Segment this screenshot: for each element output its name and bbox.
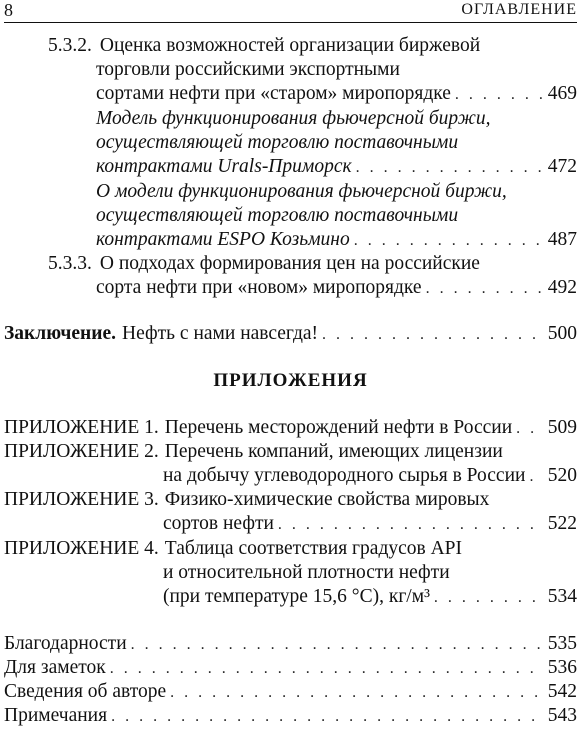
toc-appendix-4-first-line[interactable] bbox=[4, 537, 462, 561]
toc-subentry-espo-kozmino[interactable]: контрактами ESPO Козьмино . . . 487 bbox=[96, 228, 577, 253]
toc-page-number: 520 bbox=[547, 465, 577, 486]
toc-page-number: 500 bbox=[547, 323, 577, 344]
toc-conclusion-label: Заключение. bbox=[4, 323, 117, 344]
toc-subentry-title-line: О модели функционирования фьючерсной биржи, bbox=[96, 181, 507, 202]
toc-back-matter-notes-space[interactable]: Для заметок . . . 536 bbox=[4, 656, 577, 681]
toc-appendix-2[interactable] bbox=[163, 464, 577, 489]
toc-subentry-title-line: Модель функционирования фьючерсной биржи, bbox=[96, 108, 491, 129]
toc-section-number: 5.3.2. bbox=[48, 35, 92, 56]
leader-dots bbox=[356, 156, 544, 180]
toc-conclusion-text: Нефть с нами навсегда! bbox=[122, 323, 319, 344]
appendix-title-line: Таблица соответствия градусов API bbox=[164, 538, 463, 559]
toc-subentry-urals-primorsk[interactable]: контрактами Urals-Приморск . . . 472 bbox=[96, 155, 577, 180]
toc-page-number: 543 bbox=[547, 705, 577, 726]
appendix-title-line: сортов нефти bbox=[163, 513, 274, 534]
page-number: 8 bbox=[4, 0, 13, 20]
appendix-title-line: Перечень компаний, имеющих лицензии bbox=[164, 441, 503, 462]
toc-page-number: 492 bbox=[547, 277, 577, 298]
toc-appendix-3-first-line[interactable] bbox=[4, 488, 489, 512]
toc-entry-title-line: О подходах формирования цен на российские bbox=[99, 253, 480, 274]
appendix-title-line: и относительной плотности нефти bbox=[163, 562, 450, 583]
toc-entry-5-3-2-number-line[interactable] bbox=[48, 34, 480, 58]
appendix-title-line: Физико-химические свойства мировых bbox=[164, 489, 490, 510]
appendix-label: ПРИЛОЖЕНИЕ 4. bbox=[4, 538, 159, 559]
leader-dots bbox=[516, 417, 544, 441]
toc-entry-5-3-3-number-line[interactable] bbox=[48, 252, 480, 276]
toc-page-number: 536 bbox=[547, 657, 577, 678]
toc-back-matter-about-author[interactable]: Сведения об авторе . . . 542 bbox=[4, 680, 577, 705]
toc-entry-conclusion[interactable] bbox=[4, 322, 577, 347]
leader-dots bbox=[354, 229, 544, 253]
toc-page-number: 542 bbox=[547, 681, 577, 702]
leader-dots bbox=[529, 465, 543, 489]
toc-appendix-3[interactable] bbox=[163, 512, 577, 537]
appendix-title-line: (при температуре 15,6 °С), кг/м³ bbox=[163, 586, 430, 607]
toc-entry-title-line: торговли российскими экспортными bbox=[96, 59, 400, 80]
leader-dots bbox=[322, 323, 544, 347]
leader-dots bbox=[131, 633, 544, 657]
appendix-title-line: Перечень месторождений нефти в России bbox=[164, 417, 513, 438]
leader-dots bbox=[110, 657, 544, 681]
toc-subentry-title-line: осуществляющей торговлю поставочными bbox=[96, 132, 459, 153]
toc-page-number: 487 bbox=[547, 229, 577, 250]
toc-page-number: 472 bbox=[547, 156, 577, 177]
leader-dots bbox=[170, 681, 544, 705]
toc-section-number: 5.3.3. bbox=[48, 253, 92, 274]
toc-appendix-4[interactable] bbox=[163, 585, 577, 610]
toc-page-number: 469 bbox=[547, 83, 577, 104]
toc-back-matter-acknowledgements[interactable]: Благодарности . . . 535 bbox=[4, 632, 577, 657]
toc-entry-title-line: Оценка возможностей организации биржевой bbox=[99, 35, 481, 56]
appendix-label: ПРИЛОЖЕНИЕ 3. bbox=[4, 489, 159, 510]
leader-dots bbox=[426, 277, 544, 301]
appendix-label: ПРИЛОЖЕНИЕ 1. bbox=[4, 417, 159, 438]
leader-dots bbox=[111, 705, 544, 729]
leader-dots bbox=[455, 83, 544, 107]
toc-appendix-2-first-line[interactable] bbox=[4, 440, 503, 464]
toc-entry-5-3-2[interactable]: сортами нефти при «старом» миропорядке . . . 469 bbox=[96, 82, 577, 107]
leader-dots bbox=[278, 513, 544, 537]
toc-page-number: 535 bbox=[547, 633, 577, 654]
toc-page-number: 522 bbox=[547, 513, 577, 534]
toc-entry-5-3-3[interactable]: сорта нефти при «новом» миропорядке . . . 492 bbox=[96, 276, 577, 301]
toc-page-number: 509 bbox=[547, 417, 577, 438]
toc-page-number: 534 bbox=[547, 586, 577, 607]
running-head: ОГЛАВЛЕНИЕ bbox=[461, 1, 577, 18]
toc-subentry-title-line: осуществляющей торговлю поставочными bbox=[96, 205, 459, 226]
appendices-heading: ПРИЛОЖЕНИЯ bbox=[213, 370, 368, 391]
page-header bbox=[4, 0, 577, 23]
appendix-label: ПРИЛОЖЕНИЕ 2. bbox=[4, 441, 159, 462]
appendix-title-line: на добычу углеводородного сырья в России bbox=[163, 465, 526, 486]
leader-dots bbox=[434, 586, 544, 610]
toc-back-matter-footnotes[interactable]: Примечания . . . 543 bbox=[4, 704, 577, 729]
toc-appendix-1[interactable] bbox=[4, 416, 577, 441]
